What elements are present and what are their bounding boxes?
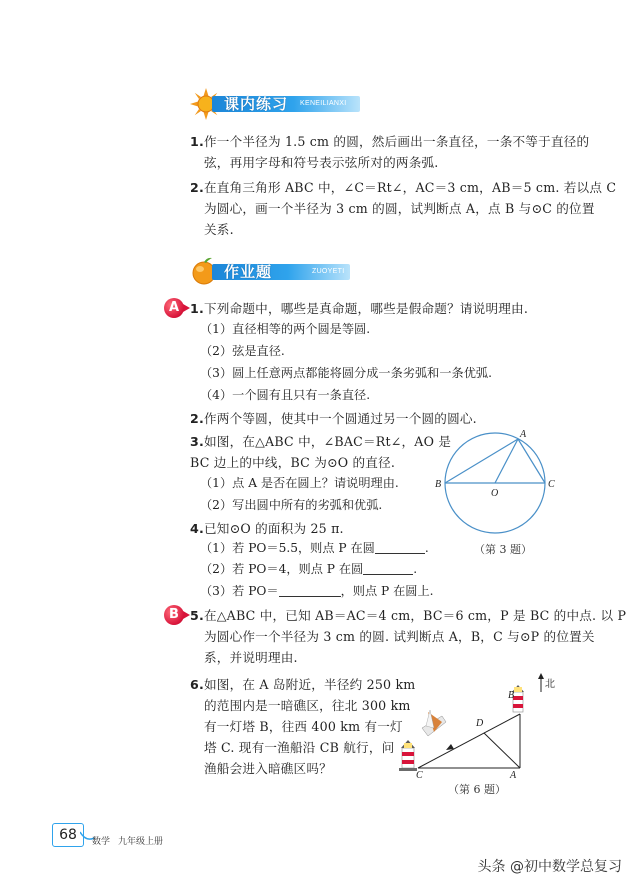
watermark: 头条 @初中数学总复习 (477, 859, 622, 875)
answer-blank (375, 539, 425, 554)
item-number: 1. (190, 134, 204, 149)
figure-6-lighthouse-diagram (396, 670, 566, 790)
sub-question: （4）一个圆有且只有一条直径. (200, 388, 371, 402)
label-b: B (435, 479, 442, 490)
north-label: 北 (545, 679, 555, 690)
north-arrow-head-icon (538, 673, 544, 679)
question-text-line: 如图，在 A 岛附近，半径约 250 km (204, 677, 416, 692)
sub-question: （3）圆上任意两点都能将圆分成一条劣弧和一条优弧. (200, 366, 492, 380)
banner-title: 作业题 (224, 263, 273, 281)
question-text-line: 塔 C. 现有一渔船沿 CB 航行，问 (204, 740, 395, 755)
answer-blank (279, 582, 341, 597)
answer-blank (363, 560, 413, 575)
question-stem: 作两个等圆，使其中一个圆通过另一个圆的圆心. (204, 411, 477, 426)
figure-3-caption: （第 3 题） (474, 543, 532, 556)
label-b: B (508, 690, 515, 701)
banner-english: ZUOYETI (312, 268, 345, 275)
question-text-line: 为圆心作一个半径为 3 cm 的圆. 试判断点 A，B，C 与⊙P 的位置关 (204, 629, 595, 644)
level-b-badge: B (164, 605, 184, 625)
banner-title: 课内练习 (224, 95, 289, 113)
label-o: O (491, 488, 499, 499)
sub-question (200, 559, 417, 579)
item-text-line: 作一个半径为 1.5 cm 的圆，然后画出一条直径，一条不等于直径的 (204, 134, 590, 149)
section-banner-practice (190, 92, 370, 116)
question-number: 6. (190, 677, 204, 692)
label-a: A (520, 429, 527, 440)
sub-question: （2）写出圆中所有的劣弧和优弧. (200, 498, 383, 512)
sub-question (200, 581, 434, 601)
item-text-line: 关系. (204, 222, 234, 237)
question-number: 4. (190, 521, 204, 536)
period: . (413, 562, 418, 576)
question-text-line: 系，并说明理由. (204, 650, 298, 665)
question-text-line: 如图，在△ABC 中，∠BAC＝Rt∠，AO 是 (204, 434, 452, 449)
sub-question: （1）点 A 是否在圆上？请说明理由. (200, 476, 399, 490)
question-text-line: 在△ABC 中，已知 AB＝AC＝4 cm，BC＝6 cm，P 是 BC 的中点. 以 P (204, 608, 627, 623)
section-banner-homework (190, 260, 360, 284)
question-text-line: 渔船会进入暗礁区吗？ (204, 761, 332, 776)
question-number: 1. (190, 301, 204, 316)
footer-subject: 数学 (92, 837, 111, 847)
segment-ac (518, 439, 545, 483)
sub-question-text: （1）若 PO＝5.5，则点 P 在圆 (200, 541, 375, 555)
figure-3-circle-diagram (432, 428, 566, 556)
question-stem: 已知⊙O 的面积为 25 π. (204, 521, 344, 536)
question-number: 2. (190, 411, 204, 426)
label-c: C (416, 770, 423, 781)
label-d: D (476, 718, 484, 729)
level-a-badge: A (164, 298, 184, 318)
question-stem: 下列命题中，哪些是真命题，哪些是假命题？请说明理由. (204, 301, 529, 316)
sub-question: （1）直径相等的两个圆是等圆. (200, 322, 371, 336)
label-a: A (510, 770, 517, 781)
item-number: 2. (190, 180, 204, 195)
question-text-line: 的范围内是一暗礁区，往北 300 km (204, 698, 411, 713)
ship-icon (422, 710, 446, 736)
question-text-line: 有一灯塔 B，往西 400 km 有一灯 (204, 719, 403, 734)
sub-question-text: （2）若 PO＝4，则点 P 在圆 (200, 562, 364, 576)
question-text-line: BC 边上的中线，BC 为⊙O 的直径. (190, 455, 396, 470)
banner-english: KENEILIANXI (300, 100, 347, 107)
item-text-line: 在直角三角形 ABC 中，∠C＝Rt∠，AC＝3 cm，AB＝5 cm. 若以点 C (204, 180, 617, 195)
item-text-line: 为圆心，画一个半径为 3 cm 的圆，试判断点 A，点 B 与⊙C 的位置 (204, 201, 595, 216)
sub-question-text: ，则点 P 在圆上. (340, 584, 434, 598)
page-number: 68 (52, 823, 84, 847)
sub-question-text: （3）若 PO＝ (200, 584, 279, 598)
lighthouse-c-icon (399, 740, 417, 771)
period: . (424, 541, 429, 555)
figure-6-caption: （第 6 题） (448, 783, 506, 796)
direction-arrow-icon (446, 744, 454, 750)
label-c: C (548, 479, 555, 490)
item-text-line: 弦，再用字母和符号表示弦所对的两条弧. (204, 155, 439, 170)
sub-question: （2）弦是直径. (200, 344, 285, 358)
question-number: 3. (190, 434, 204, 449)
sub-question (200, 538, 429, 558)
footer-grade: 九年级上册 (118, 837, 164, 847)
question-number: 5. (190, 608, 204, 623)
segment-ad (484, 733, 520, 768)
